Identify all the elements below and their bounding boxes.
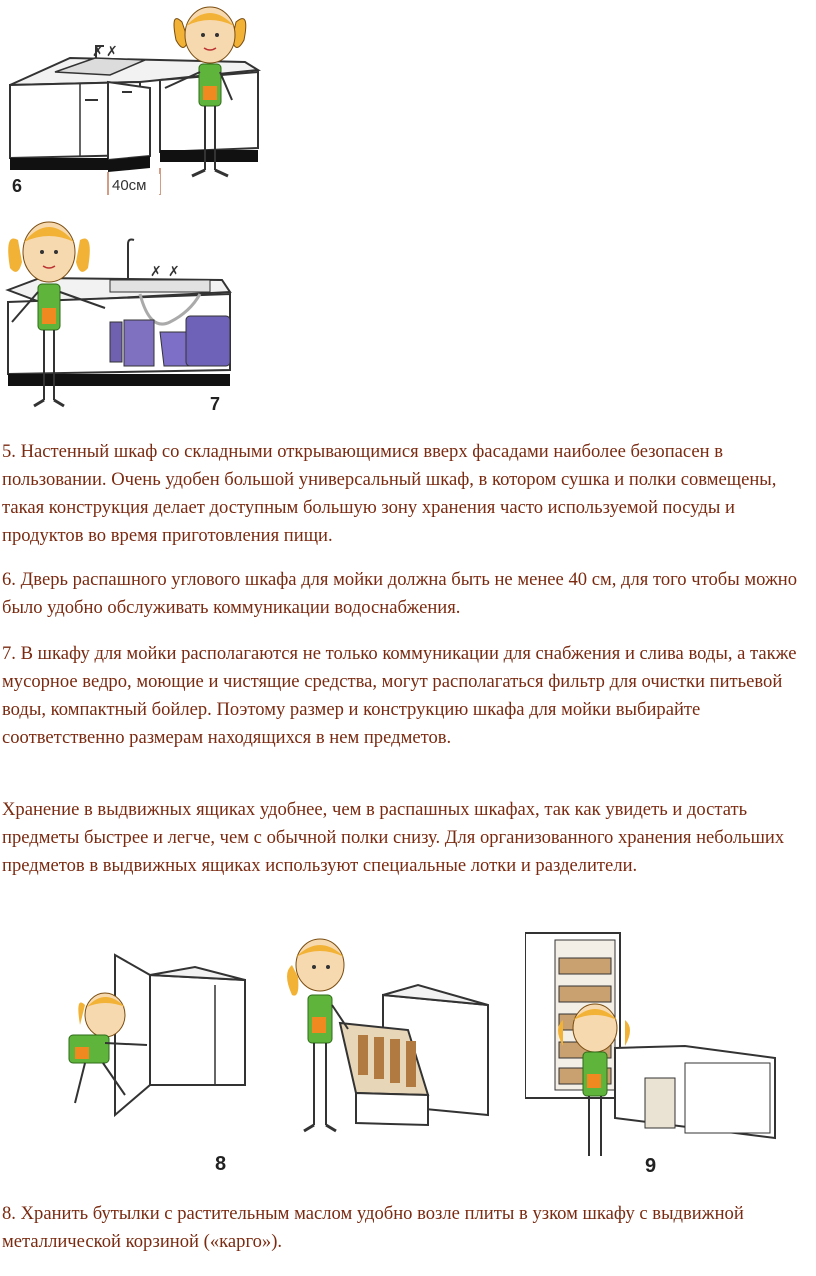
faucet-icon [92, 44, 118, 60]
figure-number: 9 [645, 1155, 657, 1173]
figure-9-tall-cargo-cabinet [525, 928, 785, 1173]
paragraph-storage: Хранение в выдвижных ящиках удобнее, чем в распашных шкафах, так как увидеть и достать предметы быстрее и легче, чем с обычной полки снизу. Для организованного хранения небольших предметов в выдвижных ящиках используют специальные лотки и разделители. [2, 799, 785, 876]
dimension-label: 40см [112, 177, 147, 194]
paragraph-5: 5. Настенный шкаф со складными открывающимися вверх фасадами наиболее безопасен в пользовании. Очень удобен большой универсальный шкаф, в котором сушка и полки совмещены, такая конструкция делает доступным большую зону хранения часто используемой посуды и продуктов во время приготовления пищи. [2, 441, 777, 546]
paragraph-8: 8. Хранить бутылки с растительным маслом удобно возле плиты в узком шкафу с выдвижной металлической корзиной («карго»). [2, 1203, 744, 1252]
paragraph-7: 7. В шкафу для мойки располагаются не только коммуникации для снабжения и слива воды, а также мусорное ведро, моющие и чистящие средства, могут располагаться фильтр для очистки питьевой воды, компактный бойлер. Поэтому размер и конструкцию шкафа для мойки выбирайте соответственно размерам находящихся в нем предметов. [2, 643, 797, 748]
svg-text:✗: ✗ [106, 44, 118, 60]
svg-text:✗: ✗ [92, 44, 104, 60]
girl-figure [287, 939, 348, 1131]
figure-number: 8 [215, 1153, 227, 1175]
figure-number: 6 [12, 176, 23, 196]
figure-6-corner-sink-cabinet [0, 0, 262, 205]
svg-text:✗: ✗ [168, 264, 180, 280]
figure-7-sink-cabinet-contents [0, 212, 262, 417]
figure-8-kneeling-at-cabinet [55, 935, 255, 1175]
figure-number: 7 [210, 394, 221, 414]
svg-text:✗: ✗ [150, 264, 162, 280]
paragraph-6: 6. Дверь распашного углового шкафа для мойки должна быть не менее 40 см, для того чтобы можно было удобно обслуживать коммуникации водоснабжения. [2, 569, 798, 618]
figure-drawer-organizer [278, 925, 503, 1155]
faucet-icon [128, 240, 180, 281]
